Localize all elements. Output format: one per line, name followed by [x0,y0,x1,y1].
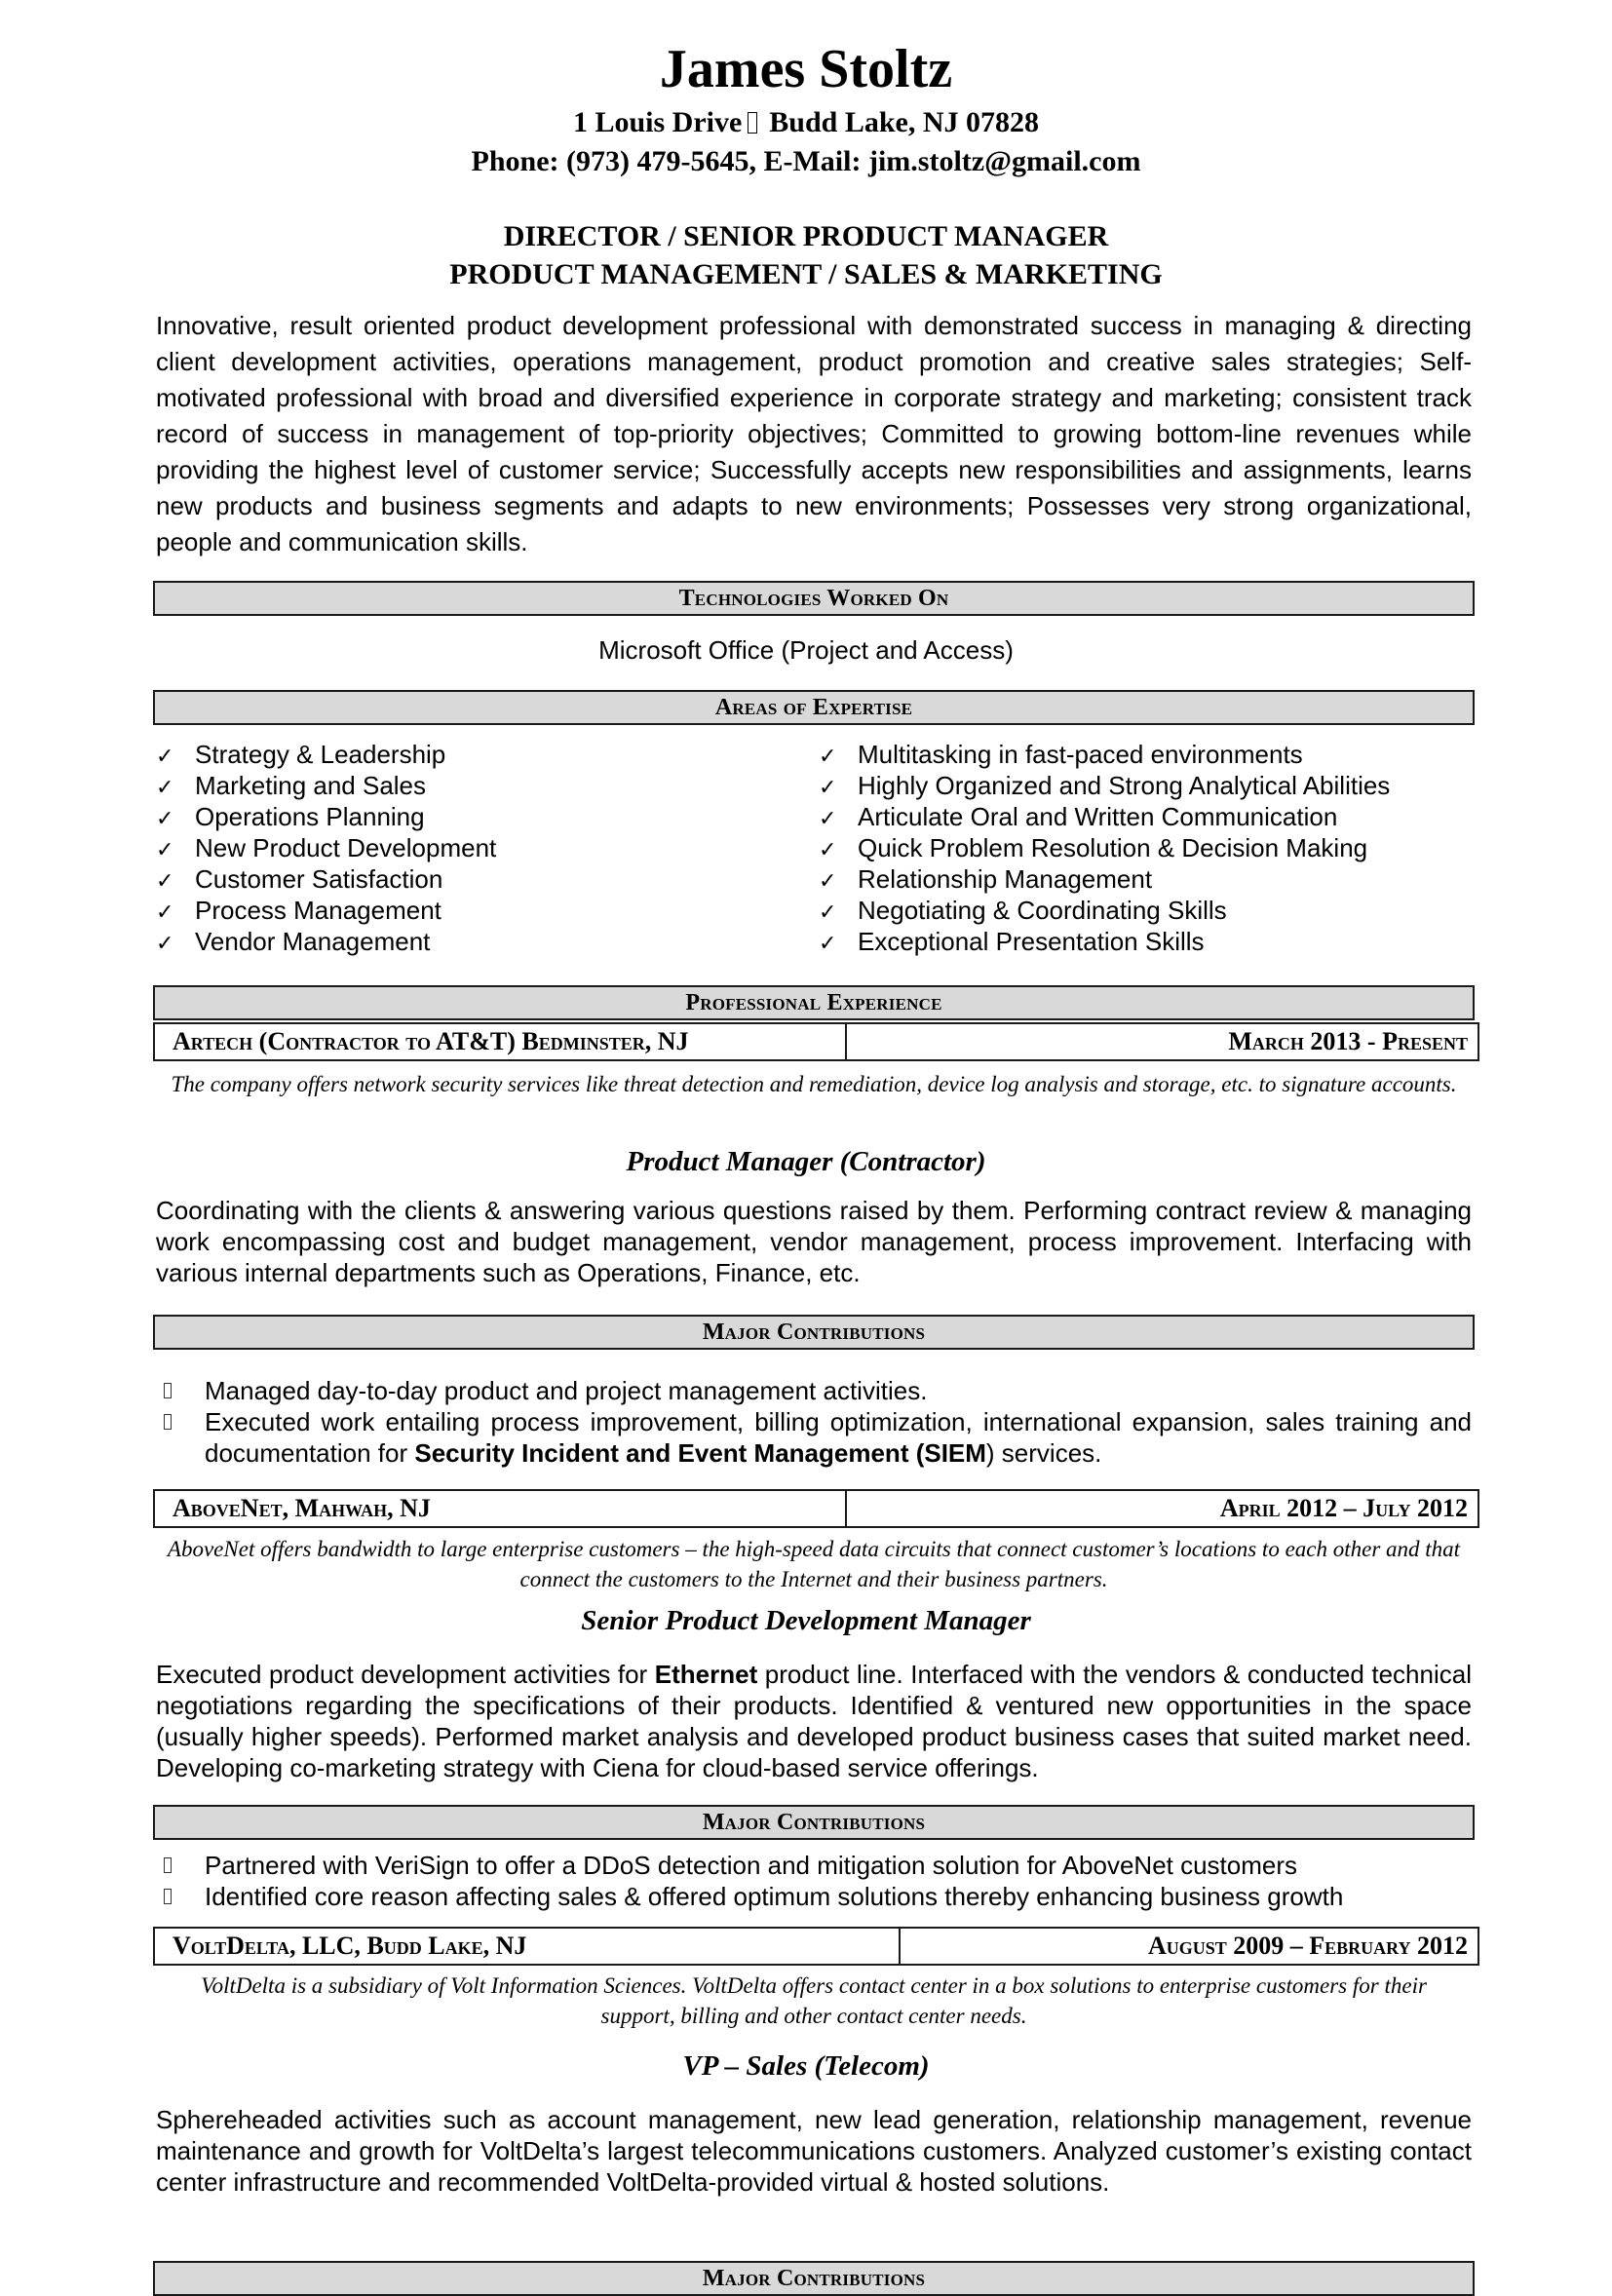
expertise-label: Relationship Management [858,864,1153,894]
contribution-item [156,1881,1472,1912]
contribution-emphasis: Security Incident and Event Management (SIEM [414,1438,986,1468]
expertise-label: New Product Development [195,833,497,862]
section-header-major-contributions: Major Contributions [153,2261,1475,2296]
expertise-label: Multitasking in fast-paced environments [858,740,1303,769]
section-header-expertise: Areas of Expertise [153,690,1475,725]
expertise-item [156,926,496,957]
expertise-label: Exceptional Presentation Skills [858,927,1205,956]
check-icon: ✓ [819,837,837,861]
job-description: Sphereheaded activities such as account management, new lead generation, relationship management, revenue maintenance and growth for VoltDelta’s largest telecommunications customers. Analyzed customer’s existing contact center infrastructure and recommended VoltDelta-provided virtual & hosted solutions. [156,2105,1472,2197]
check-icon: ✓ [156,744,174,768]
job-title: Senior Product Development Manager [581,1605,1031,1636]
expertise-label: Strategy & Leadership [195,740,446,769]
expertise-item [819,801,1390,832]
bullet-box-icon [156,1881,205,1912]
contribution-text: Managed day-to-day product and project management activities. [205,1376,928,1405]
expertise-item [819,895,1390,926]
bullet-box-icon [156,1850,205,1881]
company-name: AboveNet, Mahwah, NJ [155,1491,847,1526]
address-city: Budd Lake, NJ 07828 [769,106,1040,138]
check-icon: ✓ [156,899,174,924]
expertise-label: Quick Problem Resolution & Decision Making [858,833,1368,862]
job-description-part: Executed product development activities for [156,1660,655,1689]
expertise-item [819,832,1390,863]
candidate-name: James Stoltz [659,39,953,99]
check-icon: ✓ [156,775,174,799]
expertise-item [156,832,496,863]
company-description: VoltDelta is a subsidiary of Volt Information Sciences. VoltDelta offers contact center in a box solutions to enterprise customers for their support, billing and other contact center needs. [201,1973,1427,2028]
bullet-box-icon [156,1406,205,1469]
check-icon: ✓ [156,868,174,893]
check-icon: ✓ [819,775,837,799]
separator-box-icon [748,112,757,134]
expertise-item [819,770,1390,801]
contribution-item [156,1406,1472,1469]
job-description [156,1659,1472,1783]
contribution-text-part: ) services. [985,1438,1102,1468]
expertise-column-left [156,739,496,957]
expertise-label: Vendor Management [195,927,431,956]
address-street: 1 Louis Drive [572,106,743,138]
section-header-experience: Professional Experience [153,985,1475,1020]
contribution-text: Identified core reason affecting sales & offered optimum solutions thereby enhancing business growth [205,1882,1344,1911]
expertise-list [156,739,1472,963]
check-icon: ✓ [819,931,837,955]
expertise-label: Customer Satisfaction [195,864,443,894]
employment-dates: August 2009 – February 2012 [1147,1932,1468,1960]
expertise-column-right [819,739,1390,957]
expertise-label: Articulate Oral and Written Communication [858,802,1338,831]
job-header-voltdelta [153,1927,1479,1966]
check-icon: ✓ [819,744,837,768]
headline-title: DIRECTOR / SENIOR PRODUCT MANAGER [503,220,1109,252]
expertise-item [156,739,496,770]
section-header-major-contributions: Major Contributions [153,1805,1475,1840]
expertise-item [156,895,496,926]
contribution-text: Partnered with VeriSign to offer a DDoS detection and mitigation solution for AboveNet customers [205,1851,1298,1880]
contribution-item [156,1375,1472,1406]
check-icon: ✓ [819,806,837,830]
expertise-label: Process Management [195,896,441,925]
contact-line: Phone: (973) 479-5645, E-Mail: jim.stoltz@gmail.com [471,145,1141,177]
job-title: VP – Sales (Telecom) [682,2050,930,2082]
expertise-label: Negotiating & Coordinating Skills [858,896,1227,925]
check-icon: ✓ [156,837,174,861]
company-description: AboveNet offers bandwidth to large enterprise customers – the high-speed data circuits that connect customer’s locations to each other and that connect the customers to the Internet and their business partners. [167,1537,1461,1591]
bullet-box-icon [156,1375,205,1406]
job-title: Product Manager (Contractor) [626,1146,986,1177]
job-description-part: product line. Interfaced with the vendors & conducted technical negotiations regarding the specifications of their products. Identified & ventured new opportunities in the space (usually higher speeds). Performed market analysis and developed product business cases that suited market need. Developing co-marketing strategy with Ciena for cloud-based service offerings. [156,1660,1472,1782]
job-description: Coordinating with the clients & answering various questions raised by them. Performing contract review & managing work encompassing cost and budget management, vendor management, process improvement. Interfacing with various internal departments such as Operations, Finance, etc. [156,1196,1472,1287]
company-description: The company offers network security services like threat detection and remediation, device log analysis and storage, etc. to signature accounts. [171,1072,1457,1096]
headline-subtitle: PRODUCT MANAGEMENT / SALES & MARKETING [449,258,1163,290]
contribution-item [156,1850,1472,1881]
section-header-technologies: Technologies Worked On [153,581,1475,616]
contribution-text [205,1406,1472,1469]
check-icon: ✓ [156,931,174,955]
expertise-item [819,926,1390,957]
check-icon: ✓ [819,868,837,893]
expertise-label: Operations Planning [195,802,425,831]
contributions-list [156,1375,1472,1469]
section-header-major-contributions: Major Contributions [153,1315,1475,1350]
expertise-item [819,863,1390,895]
employment-dates: March 2013 - Present [1228,1027,1468,1055]
contributions-list [156,1850,1472,1912]
company-name: VoltDelta, LLC, Budd Lake, NJ [155,1929,901,1964]
job-header-artech [153,1022,1479,1061]
company-name: Artech (Contractor to AT&T) Bedminster, NJ [155,1024,847,1059]
job-description-emphasis: Ethernet [654,1660,758,1689]
employment-dates: April 2012 – July 2012 [1219,1494,1468,1522]
contribution-text-part: Executed work entailing process improvement, billing optimization, international expansion, sales training and documentation for [205,1407,1472,1468]
expertise-item [819,739,1390,770]
expertise-item [156,801,496,832]
check-icon: ✓ [819,899,837,924]
expertise-item [156,863,496,895]
job-header-abovenet [153,1489,1479,1528]
professional-summary: Innovative, result oriented product development professional with demonstrated success in managing & directing client development activities, operations management, product promotion and creative sales strategies; Self-motivated professional with broad and diversified experience in corporate strategy and marketing; consistent track record of success in management of top-priority objectives; Committed to growing bottom-line revenues while providing the highest level of customer service; Successfully accepts new responsibilities and assignments, learns new products and business segments and adapts to new environments; Possesses very strong organizational, people and communication skills. [156,311,1472,556]
expertise-label: Highly Organized and Strong Analytical Abilities [858,771,1391,800]
address-line [0,105,1612,140]
expertise-label: Marketing and Sales [195,771,427,800]
expertise-item [156,770,496,801]
check-icon: ✓ [156,806,174,830]
technologies-content: Microsoft Office (Project and Access) [598,635,1014,665]
